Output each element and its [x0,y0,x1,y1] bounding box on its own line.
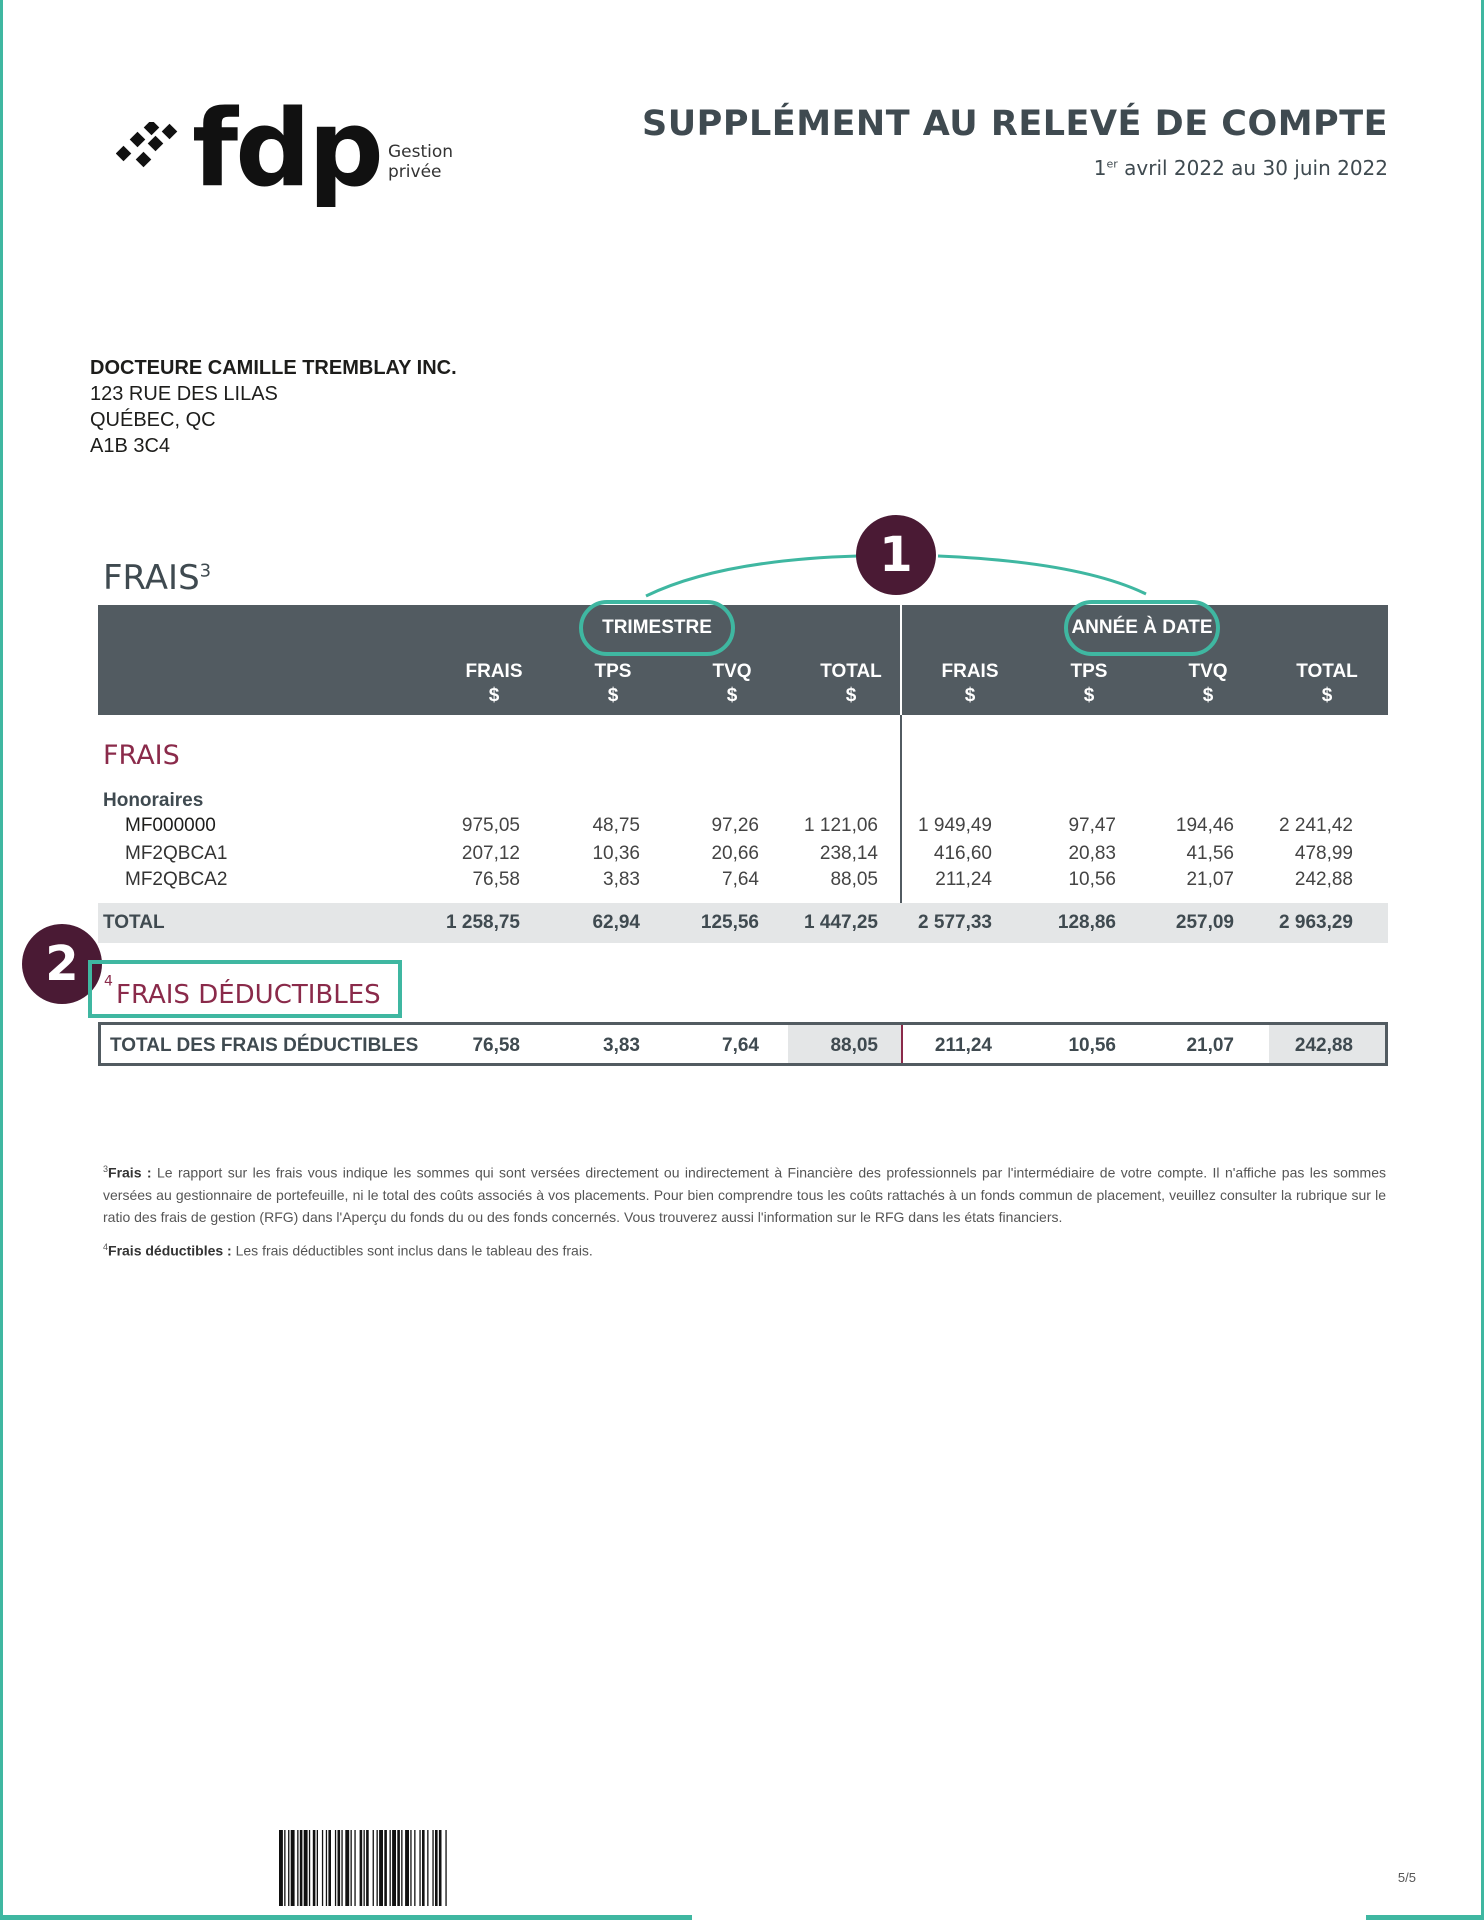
table-row [98,869,1388,895]
address-line-3: A1B 3C4 [90,435,171,457]
cell-value: 7,64 [722,869,759,890]
cell-value: 20,66 [711,843,759,864]
table-row [98,815,1388,841]
cell-value: 1 121,06 [804,815,878,836]
column-header-unit: $ [1321,685,1333,706]
cell-value: 97,26 [711,815,759,836]
column-header-unit: $ [845,685,857,706]
cell-value: 242,88 [1294,869,1353,890]
logo-wordmark: fdp [192,87,381,210]
deductible-cell-value: 21,07 [1186,1035,1234,1056]
total-cell-value: 128,86 [1057,912,1116,933]
cell-value: 2 241,42 [1279,815,1353,836]
deductible-cell-value: 7,64 [722,1035,759,1056]
column-header-unit: $ [607,685,619,706]
column-header-label: TVQ [1188,661,1228,682]
column-header-label: FRAIS [941,661,999,682]
group-quarter-pill: TRIMESTRE [579,600,735,656]
barcode [279,1830,561,1906]
total-cell-value: 1 258,75 [446,912,520,933]
cell-value: 21,07 [1186,869,1234,890]
cell-value: 20,83 [1068,843,1116,864]
address-line-2: QUÉBEC, QC [90,409,216,431]
subsection-title: FRAIS [103,740,180,771]
cell-value: 41,56 [1186,843,1234,864]
column-header-label: TOTAL [1296,661,1358,682]
cell-value: 211,24 [935,869,992,890]
cell-value: 3,83 [603,869,640,890]
document-title: SUPPLÉMENT AU RELEVÉ DE COMPTE [642,104,1388,144]
cell-value: 416,60 [933,843,992,864]
client-name: DOCTEURE CAMILLE TREMBLAY INC. [90,357,457,379]
total-cell-value: 257,09 [1175,912,1234,933]
client-address [90,355,457,459]
column-header-unit: $ [1083,685,1095,706]
total-row [98,903,1388,943]
footnotes [103,1158,1386,1269]
cell-value: 97,47 [1068,815,1116,836]
deductible-cell-value: 88,05 [830,1035,878,1056]
column-header-unit: $ [488,685,500,706]
total-cell-value: 1 447,25 [804,912,878,933]
callout-badge-2: 2 [22,924,102,1004]
deductible-title-box [88,960,402,1018]
cell-value: 975,05 [461,815,520,836]
cell-value: 1 949,49 [918,815,992,836]
deductible-row-label: TOTAL DES FRAIS DÉDUCTIBLES [110,1035,419,1056]
logo-subtitle: Gestion privée [388,142,454,182]
total-cell-value: 2 577,33 [918,912,992,933]
footnote-3: $^3$Frais : Le rapport sur les frais vous indique les sommes qui sont versées directement ou indirectement à Financière des professionnels par l'intermédiaire de votre compte. Il n'affiche pas les sommes versées au gestionnaire de portefeuille, ni le total des coûts associés à vos placements. Pour bien comprendre tous les coûts rattachés à un fonds commun de placement, veuillez consulter la rubrique sur le ratio des frais de gestion (RFG) dans l'Aperçu du fonds du ou des fonds concernés. Vous trouverez aussi l'information sur le RFG dans les états financiers. [103,1164,1387,1225]
callout-badge-1: 1 [856,515,936,595]
cell-value: 76,58 [472,869,520,890]
column-header [796,660,906,708]
page-border-bottom-right [1366,1915,1484,1920]
column-header-unit: $ [964,685,976,706]
diamond-logo-icon [116,122,188,178]
column-header-label: TPS [594,661,632,682]
deductible-total-row [98,1022,1388,1066]
deductible-cell-value: 211,24 [934,1035,992,1056]
total-cell-value: 125,56 [700,912,759,933]
page-border-bottom [0,1915,692,1920]
page-number: 5/5 [1397,1870,1416,1885]
row-label: MF2QBCA1 [125,843,228,864]
column-header [558,660,668,708]
column-header-unit: $ [1202,685,1214,706]
deductible-cell-value: 76,58 [472,1035,520,1056]
column-header [1272,660,1382,708]
cell-value: 207,12 [461,843,520,864]
column-header [1153,660,1263,708]
column-header-label: FRAIS [465,661,523,682]
group-label: Honoraires [103,790,204,811]
cell-value: 238,14 [819,843,878,864]
column-header [915,660,1025,708]
column-header-label: TOTAL [820,661,882,682]
column-header-label: TVQ [712,661,752,682]
address-line-1: 123 RUE DES LILAS [90,383,278,405]
deductible-cell-value: 3,83 [603,1035,640,1056]
section-title: FRAIS$^3$ [103,558,212,598]
column-header-label: TPS [1070,661,1108,682]
deductible-cell-value: 242,88 [1294,1035,1353,1056]
cell-value: 48,75 [592,815,640,836]
row-label: MF2QBCA2 [125,869,228,890]
deductible-cell-value: 10,56 [1068,1035,1116,1056]
group-ytd-pill: ANNÉE À DATE [1064,600,1220,656]
column-header [1034,660,1144,708]
cell-value: 10,56 [1068,869,1116,890]
statement-period: 1er avril 2022 au 30 juin 2022 [1093,156,1388,180]
column-header [677,660,787,708]
column-header [439,660,549,708]
cell-value: 10,36 [592,843,640,864]
row-label: MF000000 [125,815,216,836]
deductible-title: FRAIS DÉDUCTIBLES $^4$ [104,973,381,1010]
total-row-label: TOTAL [103,912,165,933]
table-row [98,843,1388,869]
total-cell-value: 2 963,29 [1279,912,1353,933]
cell-value: 88,05 [830,869,878,890]
total-cell-value: 62,94 [592,912,640,933]
cell-value: 478,99 [1294,843,1353,864]
page-border-left [0,0,3,1920]
footnote-4: $^4$Frais déductibles : Les frais déductibles sont inclus dans le tableau des frais. [103,1241,593,1259]
column-header-unit: $ [726,685,738,706]
cell-value: 194,46 [1175,815,1234,836]
